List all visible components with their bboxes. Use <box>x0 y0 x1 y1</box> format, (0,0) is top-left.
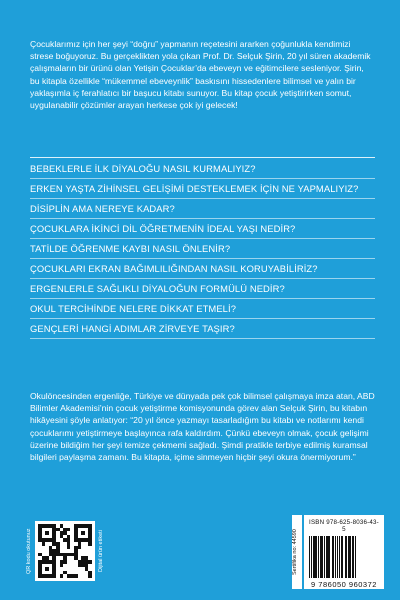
question-item: OKUL TERCİHİNDE NELERE DİKKAT ETMELİ? <box>30 299 375 319</box>
barcode-block <box>292 515 384 589</box>
intro-text: Çocuklarımız için her şeyi “doğru” yapmanın reçetesini ararken çoğunlukla kendimizi strese boğuyoruz. Bu gerçeklikten yola çıkan Prof. Dr. Selçuk Şirin, 20 yıl süren akademik çalışmaların bir ürünü olan Yetişin Çocuklar’da ebeveyn ve eğitimcilere sesleniyor. Şirin, bu kitapla özellikle “mükemmel ebeveynlik” baskısını hissedenlere bilimsel ve yalın bir yaklaşımla iç ferahlatıcı bir başucu kitabı sunuyor. Bu kitap çocuk yetiştirirken somut, uygulanabilir çözümler arayan herkese çok iyi gelecek! <box>30 39 371 111</box>
question-item: ÇOCUKLARI EKRAN BAĞIMLILIĞINDAN NASIL KORUYABİLİRİZ? <box>30 259 375 279</box>
question-list <box>30 159 375 339</box>
qr-left-label: QR kodu okutunuz <box>26 528 32 574</box>
divider-top <box>30 157 375 158</box>
qr-right-label: Dijital ürün etiketi <box>98 530 104 572</box>
intro-paragraph <box>30 38 375 111</box>
question-item: ERGENLERLE SAĞLIKLI DİYALOĞUN FORMÜLÜ NEDİR? <box>30 279 375 299</box>
qr-block <box>26 520 104 582</box>
barcode-box <box>304 515 384 589</box>
outro-text: Okulöncesinden ergenliğe, Türkiye ve dünyada pek çok bilimsel çalışmaya imza atan, ABD Bilimler Akademisi’nin çocuk yetiştirme komisyonunda görev alan Selçuk Şirin, bu kitabın hikâyesini şöyle anlatıyor: “20 yıl önce yazmayı tasarladığım bu kitabı ve notlarımı kendi çocuklarımı yetiştirmeye başlayınca rafa kaldırdım. Çünkü ebeveyn olmak, çocuk gelişimi üzerine bildiğim her şeyi temize çekmemi sağladı. Şimdi pratikle terbiye edilmiş kuramsal bilgileri paylaşma zamanı. Bu kitapta, içime sinmeyen hiçbir şeyi okura önermiyorum.” <box>30 391 375 463</box>
qr-code[interactable] <box>35 521 95 581</box>
question-item: GENÇLERİ HANGİ ADIMLAR ZİRVEYE TAŞIR? <box>30 319 375 339</box>
isbn-label: ISBN 978-625-8036-43-5 <box>309 519 379 533</box>
certificate-number: Sertifika no: 44590 <box>292 515 302 589</box>
outro-paragraph <box>30 390 375 463</box>
barcode-bars <box>309 536 379 578</box>
question-item: ÇOCUKLARA İKİNCİ DİL ÖĞRETMENİN İDEAL YAŞI NEDİR? <box>30 219 375 239</box>
question-item: ERKEN YAŞTA ZİHİNSEL GELİŞİMİ DESTEKLEMEK İÇİN NE YAPMALIYIZ? <box>30 179 375 199</box>
question-item: DİSİPLİN AMA NEREYE KADAR? <box>30 199 375 219</box>
question-item: TATİLDE ÖĞRENME KAYBI NASIL ÖNLENİR? <box>30 239 375 259</box>
question-item: BEBEKLERLE İLK DİYALOĞU NASIL KURMALIYIZ? <box>30 159 375 179</box>
ean-number: 9 786050 960372 <box>311 580 377 589</box>
